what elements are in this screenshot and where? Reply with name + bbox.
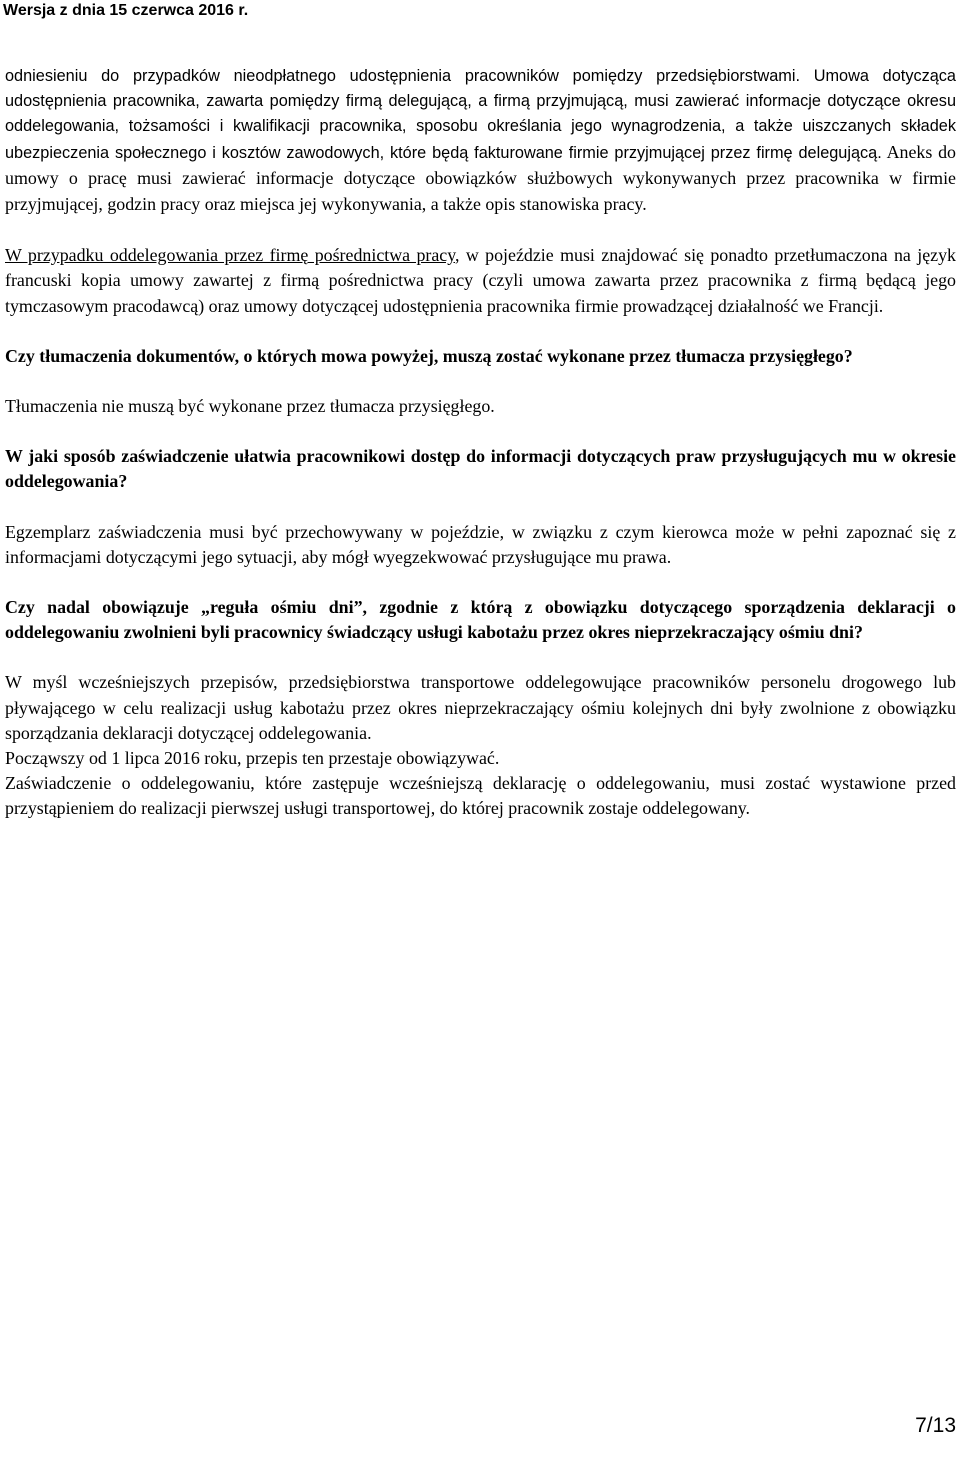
document-body <box>5 64 956 822</box>
question-eight-day-rule: Czy nadal obowiązuje „reguła ośmiu dni”, zgodnie z którą z obowiązku dotyczącego sporządzenia deklaracji o oddelegowaniu zwolnieni byli pracownicy świadczący usługi kabotażu przez okres nieprzekraczający ośmiu dni? <box>5 597 956 643</box>
question-certificate-access: W jaki sposób zaświadczenie ułatwia pracownikowi dostęp do informacji dotyczących praw przysługujących mu w okresie oddelegowania? <box>5 446 956 492</box>
answer-certificate-access: Egzemplarz zaświadczenia musi być przechowywany w pojeździe, w związku z czym kierowca może w pełni zapoznać się z informacjami dotyczącymi jego sytuacji, aby mógł wyegzekwować przysługujące mu prawa. <box>5 521 956 567</box>
answer-eight-day-rule-change: Począwszy od 1 lipca 2016 roku, przepis ten przestaje obowiązywać. <box>5 748 500 769</box>
page-number: 7/13 <box>915 1414 956 1437</box>
underlined-phrase: W przypadku oddelegowania przez firmę pośrednictwa pracy <box>5 245 456 266</box>
paragraph-text: , w pojeździe musi znajdować się ponadto przetłumaczona na język francuski kopia umowy zawartej z firmą pośrednictwa pracy (czyli umowa zawarta przez pracownika z firmą będącą jego tymczasowym pracodawcą) oraz umowy dotyczącej udostępnienia pracownika firmie prowadzącej działalność we Francji. <box>5 245 956 316</box>
answer-eight-day-rule-certificate: Zaświadczenie o oddelegowaniu, które zastępuje wcześniejszą deklarację o oddelegowaniu, musi zostać wystawione przed przystąpieniem do realizacji pierwszej usługi transportowej, do której pracownik zostaje oddelegowany. <box>5 773 956 819</box>
answer-sworn-translator: Tłumaczenia nie muszą być wykonane przez tłumacza przysięgłego. <box>5 396 495 417</box>
paragraph-temp-agency <box>5 243 956 319</box>
paragraph-secondment-contract <box>5 64 956 218</box>
answer-eight-day-rule-history: W myśl wcześniejszych przepisów, przedsiębiorstwa transportowe oddelegowujące pracowników personelu drogowego lub pływającego w celu realizacji usług kabotażu przez okres nieprzekraczający ośmiu kolejnych dni były zwolnione z obowiązku sporządzania deklaracji dotyczącej oddelegowania. <box>5 672 956 743</box>
question-sworn-translator: Czy tłumaczenia dokumentów, o których mowa powyżej, muszą zostać wykonane przez tłumacza przysięgłego? <box>5 345 853 366</box>
paragraph-text-annex: Aneks do umowy o pracę musi zawierać informacje dotyczące obowiązków służbowych wykonywanych przez pracownika w firmie przyjmującej, godzin pracy oraz miejsca jej wykonywania, a także opis stanowiska pracy. <box>5 141 956 215</box>
document-version-header: Wersja z dnia 15 czerwca 2016 r. <box>3 2 249 19</box>
paragraph-text: odniesieniu do przypadków nieodpłatnego udostępnienia pracowników pomiędzy przedsiębiorstwami. Umowa dotycząca udostępnienia pracownika, zawarta pomiędzy firmą delegującą, a firmą przyjmującą, musi zawierać informacje dotyczące okresu oddelegowania, tożsamości i kwalifikacji pracownika, sposobu określania jego wynagrodzenia, a także uiszczanych składek ubezpieczenia społecznego i kosztów zawodowych, które będą fakturowane firmie przyjmującej przez firmę delegującą. <box>5 67 956 162</box>
